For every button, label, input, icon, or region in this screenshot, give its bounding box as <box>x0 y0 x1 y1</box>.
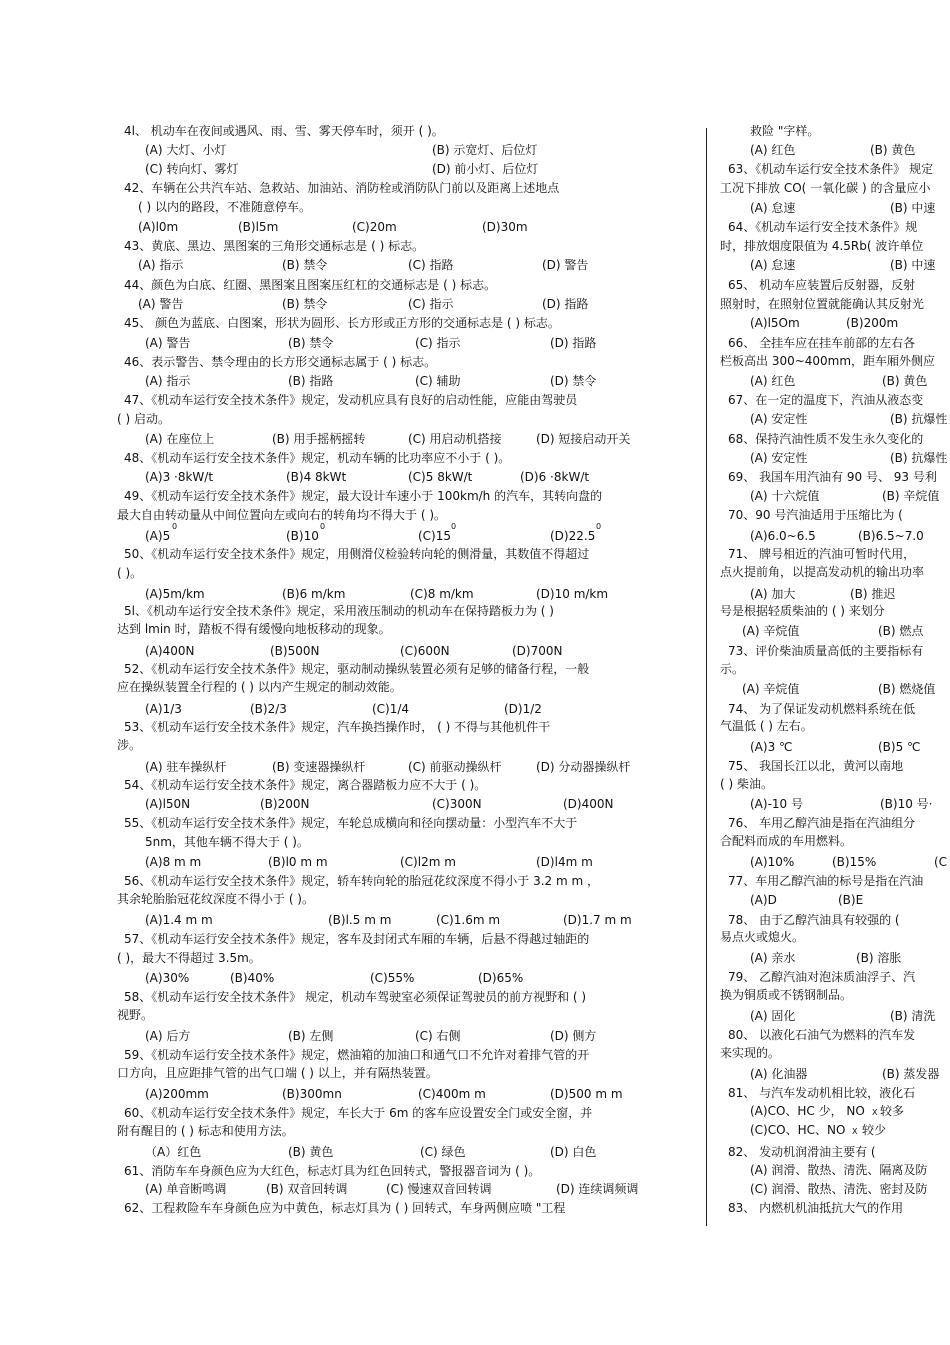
left_column-line: 4l、 机动车在夜间或遇风、雨、雪、雾天停车时，须开 ( )。 <box>124 124 444 138</box>
right_column-line: (A) 安定性 <box>750 451 808 465</box>
left_column-line: 44、颜色为白底、红圈、黑图案且图案压红杠的交通标志是 ( ) 标志。 <box>124 278 497 292</box>
left_column-line: (D) 警告 <box>542 258 589 272</box>
right_column-line: (B) 黄色 <box>882 374 928 388</box>
right_column-line: (A)D <box>750 893 777 907</box>
right_column-line: (B) 燃烧值 <box>878 682 936 696</box>
left_column-line: (A) 单音断鸣调 <box>145 1182 227 1196</box>
left_column-line: 0 <box>451 522 457 531</box>
left_column-line: 43、黄底、黑边、黑图案的三角形交通标志是 ( ) 标志。 <box>124 239 425 253</box>
right_column-line: (A)l5Om <box>750 316 800 330</box>
left_column-line: 附有醒目的 ( ) 标志和使用方法。 <box>117 1124 294 1138</box>
left_column-line: 5l、《机动车运行安全技术条件》规定，采用液压制动的机动车在保持踏板力为 ( ) <box>124 604 554 618</box>
left_column-line: (A)5m/km <box>145 587 205 601</box>
right_column-line: 64、《机动车运行安全技术条件》规 <box>728 220 918 234</box>
right_column-line: 较少 <box>862 1123 887 1137</box>
left_column-line: (A) 大灯、小灯 <box>145 143 227 157</box>
left_column-line: (A)l0m <box>138 220 179 234</box>
right_column-line: 较多 <box>880 1104 905 1118</box>
right_column-line: 合配料而成的车用燃料。 <box>720 834 853 848</box>
left_column-line: (D) 侧方 <box>550 1029 597 1043</box>
left_column-line: (B)6 m/km <box>282 587 346 601</box>
left_column-line: (D)500 m m <box>550 1087 623 1101</box>
left_column-line: (D) 指路 <box>550 336 597 350</box>
right_column-line: 70、90 号汽油适用于压缩比为 ( <box>728 508 903 522</box>
left_column-line: (A)5 <box>145 529 171 543</box>
right_column-line: (B)E <box>838 893 864 907</box>
left_column-line: 0 <box>320 522 326 531</box>
left_column-line: (B)500N <box>270 644 320 658</box>
left_column-line: (C)5 8kW/t <box>408 470 473 484</box>
left_column-line: (C)1/4 <box>372 702 410 716</box>
right_column-line: 示。 <box>720 662 745 676</box>
right_column-line: 69、 我国车用汽油有 90 号、 93 号利 <box>728 470 937 484</box>
right_column-line: 66、 全挂车应在挂车前部的左右各 <box>728 336 916 350</box>
right_column-line: (C <box>934 855 948 869</box>
left_column-line: (D) 分动器操纵杆 <box>536 760 631 774</box>
left_column-line: (A) 指示 <box>145 374 191 388</box>
left_column-line: 涉。 <box>117 738 142 752</box>
right_column-line: (A) 安定性 <box>750 412 808 426</box>
left_column-line: (D)400N <box>563 797 614 811</box>
right_column-line: (A) 怠速 <box>750 258 796 272</box>
left_column-line: (C) 前驱动操纵杆 <box>408 760 502 774</box>
right_column-line: 77、车用乙醇汽油的标号是指在汽油 <box>728 874 924 888</box>
left_column-line: 最大自由转动量从中间位置向左或向右的转角均不得大于 ( )。 <box>117 508 446 522</box>
left_column-line: (B) 左侧 <box>288 1029 334 1043</box>
left_column-line: 应在操纵装置全行程的 ( ) 以内产生规定的制动效能。 <box>117 680 402 694</box>
left_column-line: (A)200mm <box>145 1087 209 1101</box>
left_column-line: (B) 用手摇柄摇转 <box>272 432 366 446</box>
left_column-line: 5nm，其他车辆不得大于 ( )。 <box>145 835 309 849</box>
left_column-line: 56、《机动车运行安全技术条件》规定，轿车转向轮的胎冠花纹深度不得小于 3.2 m m ， <box>124 874 599 888</box>
left_column-line: （A）红色 <box>145 1145 202 1159</box>
right_column-line: 74、 为了保证发动机燃料系统在低 <box>728 702 916 716</box>
left_column-line: 0 <box>172 522 178 531</box>
right_column-line: 75、 我国长江以北，黄河以南地 <box>728 759 904 773</box>
left_column-line: (C)600N <box>400 644 450 658</box>
right_column-line: (A)3 ℃ <box>750 740 793 754</box>
right_column-line: 80、 以液化石油气为燃料的汽车发 <box>728 1028 916 1042</box>
left_column-line: 54、《机动车运行安全技术条件》规定，离合器踏板力应不大于 ( )。 <box>124 778 487 792</box>
left_column-line: (A) 指示 <box>138 258 184 272</box>
left_column-line: 62、工程救险车车身颜色应为中黄色，标志灯具为 ( ) 回转式，车身两侧应喷 "工程 <box>124 1201 566 1215</box>
right_column-line: 点火提前角，以提高发动机的输出功率 <box>720 565 925 579</box>
right_column-line: (A) 怠速 <box>750 201 796 215</box>
left_column-line: (D) 短接启动开关 <box>536 432 631 446</box>
left_column-line: (A)1.4 m m <box>145 913 213 927</box>
right_column-line: (A)6.0~6.5 <box>750 529 816 543</box>
left_column-line: (D) 指路 <box>542 297 589 311</box>
right_column-line: (B) 中速 <box>890 201 936 215</box>
left_column-line: (A) 在座位上 <box>145 432 215 446</box>
right_column-line: (A)10% <box>750 855 795 869</box>
left_column-line: (B)10 <box>286 529 319 543</box>
left_column-line: (D) 禁令 <box>550 374 597 388</box>
left_column-line: (A) 驻车操纵杆 <box>145 760 227 774</box>
left_column-line: (D)l4m m <box>536 855 593 869</box>
left_column-line: (D)1/2 <box>504 702 542 716</box>
right_column-line: 76、 车用乙醇汽油是指在汽油组分 <box>728 816 916 830</box>
left_column-line: (B)l.5 m m <box>328 913 392 927</box>
left_column-line: (A) 后方 <box>145 1029 191 1043</box>
left_column-line: (B)l0 m m <box>268 855 328 869</box>
left_column-line: (A)30% <box>145 971 190 985</box>
left_column-line: 0 <box>596 522 602 531</box>
right_column-line: 换为铜质或不锈钢制品。 <box>720 988 853 1002</box>
left_column-line: (C) 转向灯、雾灯 <box>145 162 239 176</box>
right_column-line: (B) 抗爆性 <box>890 451 948 465</box>
left_column-line: (B)l5m <box>238 220 279 234</box>
left_column-line: (C) 右侧 <box>415 1029 461 1043</box>
right_column-line: (B) 中速 <box>890 258 936 272</box>
left_column-line: (C)1.6m m <box>436 913 501 927</box>
right_column-line: 78、 由于乙醇汽油具有较强的 ( <box>728 913 900 927</box>
right_column-line: 易点火或熄火。 <box>720 930 805 944</box>
left_column-line: (D) 白色 <box>550 1145 597 1159</box>
left_column-line: (C)15 <box>418 529 452 543</box>
left_column-line: (B)2/3 <box>250 702 287 716</box>
left_column-line: 视野。 <box>117 1008 154 1022</box>
right_column-line: 67、在一定的温度下，汽油从液态变 <box>728 393 924 407</box>
left_column-line: (B)4 8kWt <box>286 470 347 484</box>
left_column-line: 58、《机动车运行安全技术条件》 规定，机动车驾驶室必须保证驾驶员的前方视野和 ( ) <box>124 990 587 1004</box>
left_column-line: 达到 lmin 时，踏板不得有缓慢向地板移动的现象。 <box>117 622 391 636</box>
left_column-line: (D)1.7 m m <box>563 913 632 927</box>
left_column-line: (A) 警告 <box>145 336 191 350</box>
right_column-line: (C) 润滑、散热、清洗、密封及防 <box>750 1182 928 1196</box>
left_column-line: ( ) 以内的路段，不准随意停车。 <box>138 200 311 214</box>
right_column-line: 救险 "字样。 <box>750 124 820 138</box>
left_column-line: (D) 前小灯、后位灯 <box>432 162 539 176</box>
right_column-line: 照射时，在照射位置就能确认其反射光 <box>720 297 925 311</box>
left_column-line: (B) 指路 <box>288 374 334 388</box>
left_column-line: 其余轮胎胎冠花纹深度不得小于 ( )。 <box>117 892 314 906</box>
left_column-line: (D)700N <box>512 644 563 658</box>
right_column-line: 来实现的。 <box>720 1046 781 1060</box>
right_column-line: 82、 发动机润滑油主要有 ( <box>728 1145 876 1159</box>
column-divider <box>706 128 707 1226</box>
right_column-line: (B)5 ℃ <box>878 740 921 754</box>
right_column-line: (B)200m <box>846 316 899 330</box>
left_column-line: (C) 慢速双音回转调 <box>386 1182 492 1196</box>
left_column-line: 47、《机动车运行安全技术条件》规定，发动机应具有良好的启动性能，应能由驾驶员 <box>124 393 578 407</box>
left_column-line: 57、《机动车运行安全技术条件》规定，客车及封闭式车厢的车辆，后悬不得越过轴距的 <box>124 932 590 946</box>
left_column-line: 口方向，且应距排气管的出气口端 ( ) 以上，并有隔热装置。 <box>117 1066 438 1080</box>
left_column-line: (D)65% <box>478 971 524 985</box>
right_column-line: 号是根据轻质柴油的 ( ) 来划分 <box>720 604 885 618</box>
left_column-line: (B) 变速器操纵杆 <box>272 760 366 774</box>
right_column-line: (B) 辛烷值 <box>882 489 940 503</box>
right_column-line: 71、 牌号相近的汽油可暂时代用， <box>728 547 916 561</box>
left_column-line: (C) 指示 <box>408 297 454 311</box>
right_column-line: (B) 清洗 <box>890 1009 936 1023</box>
left_column-line: (A)8 m m <box>145 855 202 869</box>
left_column-line: (A)3 ·8kW/t <box>145 470 214 484</box>
right_column-line: (A) 润滑、散热、清洗、隔离及防 <box>750 1163 928 1177</box>
left_column-line: (B) 禁令 <box>282 297 328 311</box>
right_column-line: 73、评价柴油质量高低的主要指标有 <box>728 644 924 658</box>
left_column-line: (D)10 m/km <box>536 587 609 601</box>
left_column-line: (A)1/3 <box>145 702 182 716</box>
left_column-line: 55、《机动车运行安全技术条件》规定，车轮总成横向和径向摆动量：小型汽车不大于 <box>124 816 578 830</box>
left_column-line: (B) 示宽灯、后位灯 <box>432 143 538 157</box>
right_column-line: (A) 十六烷值 <box>750 489 820 503</box>
left_column-line: ( )，最大不得超过 3.5m。 <box>117 951 261 965</box>
left_column-line: (C)300N <box>432 797 482 811</box>
right_column-line: X <box>872 1108 878 1117</box>
right_column-line: (B) 推迟 <box>850 587 896 601</box>
left_column-line: 60、《机动车运行安全技术条件》规定，车长大于 6m 的客车应设置安全门或安全窗，并 <box>124 1106 593 1120</box>
right_column-line: ( ) 柴油。 <box>720 777 773 791</box>
left_column-line: (A)l50N <box>145 797 191 811</box>
right_column-line: (A) 固化 <box>750 1009 796 1023</box>
right_column-line: 65、 机动车应装置后反射器，反射 <box>728 278 916 292</box>
right_column-line: (B) 蒸发器 <box>882 1067 940 1081</box>
left_column-line: 50、《机动车运行安全技术条件》规定，用侧滑仪检验转向轮的侧滑量，其数值不得超过 <box>124 547 590 561</box>
right_column-line: (B) 抗爆性 <box>890 412 948 426</box>
right_column-line: (A) 辛烷值 <box>742 624 800 638</box>
left_column-line: 48、《机动车运行安全技术条件》规定，机动车辆的比功率应不小于 ( )。 <box>124 451 511 465</box>
left_column-line: (D)30m <box>482 220 528 234</box>
right_column-line: (B) 溶胀 <box>856 951 902 965</box>
right_column-line: 79、 乙醇汽油对泡沫质油浮子、汽 <box>728 970 916 984</box>
left_column-line: (D) 连续调频调 <box>556 1182 639 1196</box>
left_column-line: (C) 指路 <box>408 258 454 272</box>
left_column-line: 49、《机动车运行安全技术条件》规定，最大设计车速小于 100km/h 的汽车，其转向盘的 <box>124 489 603 503</box>
left_column-line: (C)400m m <box>418 1087 486 1101</box>
right_column-line: (A) 红色 <box>750 374 796 388</box>
left_column-line: (C)55% <box>370 971 415 985</box>
left_column-line: 61、消防车车身颜色应为大红色，标志灯具为红色回转式，警报器音词为 ( )。 <box>124 1164 541 1178</box>
left_column-line: 46、表示警告、禁令理由的长方形交通标志属于 ( ) 标志。 <box>124 355 437 369</box>
left_column-line: (A) 警告 <box>138 297 184 311</box>
left_column-line: (B) 黄色 <box>288 1145 334 1159</box>
left_column-line: (B)200N <box>260 797 310 811</box>
left_column-line: ( )。 <box>117 566 143 580</box>
right_column-line: 83、 内燃机机油抵抗大气的作用 <box>728 1201 904 1215</box>
right_column-line: 气温低 ( ) 左右。 <box>720 719 813 733</box>
left_column-line: 59、《机动车运行安全技术条件》规定，燃油箱的加油口和通气口不允许对着排气管的开 <box>124 1048 590 1062</box>
right_column-line: 栏板高出 300~400mm，距车厢外侧应 <box>720 354 936 368</box>
left_column-line: (C)20m <box>352 220 397 234</box>
left_column-line: 52、《机动车运行安全技术条件》规定，驱动制动操纵装置必须有足够的储备行程，一般 <box>124 662 590 676</box>
left_column-line: (B) 禁令 <box>288 336 334 350</box>
right_column-line: (A)CO、HC 少， NO <box>750 1104 865 1118</box>
right_column-line: 63、《机动车运行安全技术条件》 规定 <box>728 162 934 176</box>
left_column-line: (C) 指示 <box>415 336 461 350</box>
right_column-line: (A) 亲水 <box>750 951 796 965</box>
right_column-line: 81、 与汽车发动机相比较，液化石 <box>728 1086 916 1100</box>
right_column-line: (C)CO、HC、NO <box>750 1123 846 1137</box>
right_column-line: 时，排放烟度限值为 4.5Rb( 波许单位 <box>720 239 924 253</box>
right_column-line: (B)10 号· <box>880 797 933 811</box>
right_column-line: 工况下排放 CO( 一氧化碳 ) 的含量应小 <box>720 181 931 195</box>
left_column-line: (A)400N <box>145 644 195 658</box>
right_column-line: (A) 化油器 <box>750 1067 808 1081</box>
left_column-line: (B)300mn <box>282 1087 342 1101</box>
left_column-line: (D)22.5 <box>550 529 596 543</box>
right_column-line: (B)6.5~7.0 <box>858 529 924 543</box>
left_column-line: 53、《机动车运行安全技术条件》规定，汽车换挡操作时， ( ) 不得与其他机件干 <box>124 720 551 734</box>
left_column-line: (C) 用启动机搭接 <box>408 432 502 446</box>
right_column-line: X <box>852 1127 858 1136</box>
left_column-line: (C) 辅助 <box>415 374 461 388</box>
right_column-line: (A) 红色 <box>750 143 796 157</box>
right_column-line: (B)15% <box>832 855 877 869</box>
right_column-line: 68、保持汽油性质不发生永久变化的 <box>728 432 924 446</box>
right_column-line: (A)-10 号 <box>750 797 803 811</box>
right_column-line: (A) 加大 <box>750 587 796 601</box>
right_column-line: (B) 黄色 <box>870 143 916 157</box>
left_column-line: 45、 颜色为蓝底、白图案，形状为圆形、长方形或正方形的交通标志是 ( ) 标志。 <box>124 316 560 330</box>
right_column-line: (A) 辛烷值 <box>742 682 800 696</box>
left_column-line: 42、车辆在公共汽车站、急救站、加油站、消防栓或消防队门前以及距离上述地点 <box>124 181 560 195</box>
left_column-line: ( ) 启动。 <box>117 412 170 426</box>
left_column-line: (B) 双音回转调 <box>266 1182 348 1196</box>
left_column-line: (D)6 ·8kW/t <box>520 470 590 484</box>
left_column-line: (C)8 m/km <box>410 587 474 601</box>
left_column-line: (C) 绿色 <box>420 1145 466 1159</box>
left_column-line: (C)l2m m <box>400 855 456 869</box>
left_column-line: (B) 禁令 <box>282 258 328 272</box>
right_column-line: (B) 燃点 <box>878 624 924 638</box>
left_column-line: (B)40% <box>230 971 275 985</box>
